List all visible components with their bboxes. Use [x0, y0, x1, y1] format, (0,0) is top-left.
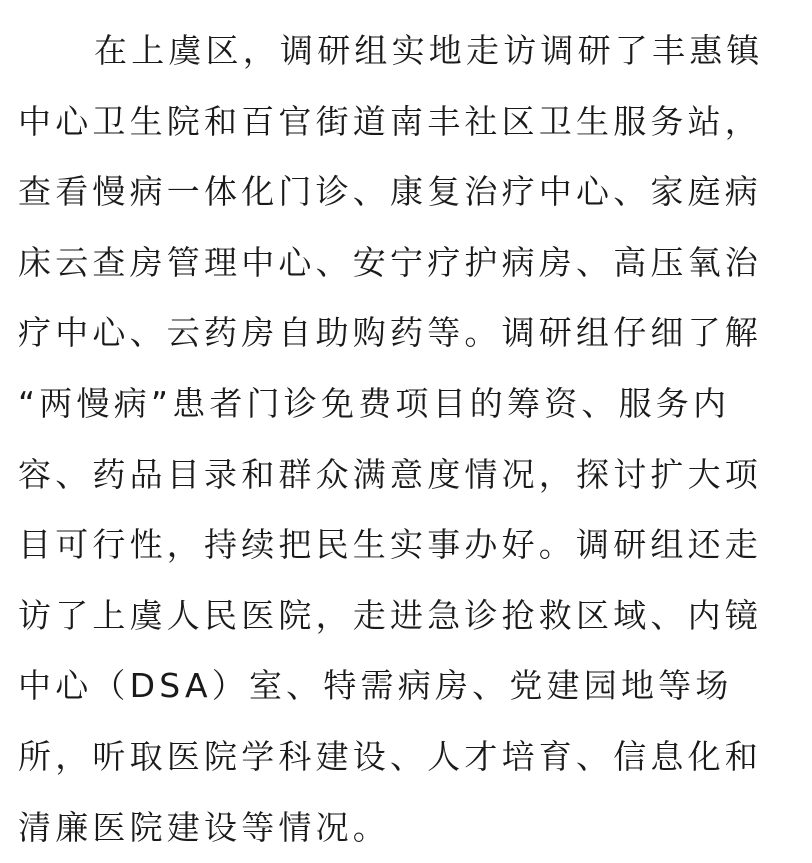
paragraph-line: 容、药品目录和群众满意度情况，探讨扩大项 — [18, 454, 762, 494]
paragraph-line: 中心（DSA）室、特需病房、党建园地等场 — [18, 666, 733, 706]
paragraph-line: 目可行性，持续把民生实事办好。调研组还走 — [18, 525, 762, 565]
paragraph-line: 中心卫生院和百官街道南丰社区卫生服务站， — [18, 101, 762, 141]
article-paragraph — [18, 16, 800, 863]
paragraph-line: 访了上虞人民医院，走进急诊抢救区域、内镜 — [18, 595, 762, 635]
paragraph-line: 疗中心、云药房自助购药等。调研组仔细了解 — [18, 313, 762, 353]
paragraph-line: 查看慢病一体化门诊、康复治疗中心、家庭病 — [18, 172, 762, 212]
paragraph-line: 床云查房管理中心、安宁疗护病房、高压氧治 — [18, 242, 762, 282]
paragraph-line: 清廉医院建设等情况。 — [18, 807, 390, 847]
paragraph-line: 在上虞区，调研组实地走访调研了丰惠镇 — [94, 31, 764, 70]
paragraph-line: “两慢病”患者门诊免费项目的筹资、服务内 — [18, 383, 731, 423]
paragraph-line: 所，听取医院学科建设、人才培育、信息化和 — [18, 736, 762, 776]
